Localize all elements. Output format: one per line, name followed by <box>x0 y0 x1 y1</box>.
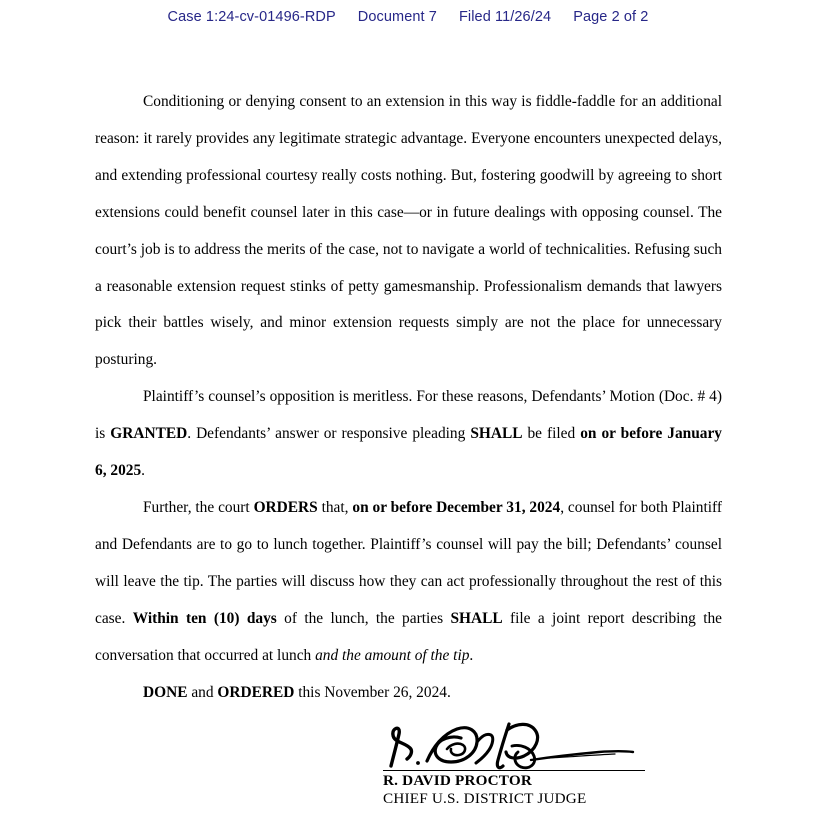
paragraph-conditioning-consent <box>95 84 722 379</box>
ecf-header-stamp <box>0 9 816 25</box>
p2-text-1: Plaintiff’s counsel’s opposition is meritless. For these reasons, Defendants’ Motion (Doc. # 4) is <box>95 388 722 443</box>
signature-block <box>383 716 683 808</box>
ordered-emphasis: ORDERED <box>217 683 295 701</box>
paragraph-1-text: Conditioning or denying consent to an extension in this way is fiddle-faddle for an additional reason: it rarely provides any legitimate strategic advantage. Everyone encounters unexpected delays, and extending professional courtesy really costs nothing. But, fostering goodwill by agreeing to short extensions could benefit counsel later in this case—or in future dealings with opposing counsel. The court’s job is to address the merits of the case, not to navigate a world of technicalities. Refusing such a reasonable extension request stinks of petty gamesmanship. Professionalism demands that lawyers pick their battles wisely, and minor extension requests simply are not the place for unnecessary posturing. <box>95 93 722 369</box>
header-document-number: Document 7 <box>357 9 437 25</box>
p3-text-3: , counsel for both Plaintiff and Defendants are to go to lunch together. Plaintiff’s counsel will pay the bill; Defendants’ counsel will leave the tip. The parties will discuss how they can act professionally throughout the rest of this case. <box>95 498 722 627</box>
p4-text-2: this November 26, 2024. <box>294 683 451 701</box>
shall-emphasis: SHALL <box>470 425 523 443</box>
p2-text-2: . Defendants’ answer or responsive pleading <box>187 425 471 443</box>
header-page-number: Page 2 of 2 <box>573 9 649 25</box>
signature-rule <box>383 770 645 771</box>
p3-text-1: Further, the court <box>143 498 254 516</box>
paragraph-lunch-order <box>95 490 722 675</box>
p2-text-4: . <box>141 462 146 480</box>
order-body <box>95 84 722 711</box>
header-filed-date: Filed 11/26/24 <box>458 9 552 25</box>
p3-text-6: . <box>469 646 474 664</box>
p3-text-2: that, <box>317 498 353 516</box>
p4-text-1: and <box>187 683 218 701</box>
within-ten-days-emphasis: Within ten (10) days <box>132 609 277 627</box>
deadline-january-emphasis: on or before January 6, 2025 <box>95 425 722 480</box>
shall-emphasis-2: SHALL <box>450 609 503 627</box>
judge-name: R. DAVID PROCTOR <box>383 772 533 789</box>
orders-emphasis: ORDERS <box>253 498 318 516</box>
judge-title: CHIEF U.S. DISTRICT JUDGE <box>383 790 587 807</box>
deadline-december-emphasis: on or before December 31, 2024 <box>352 498 561 516</box>
judge-signature-icon <box>383 716 653 770</box>
done-emphasis: DONE <box>143 683 188 701</box>
paragraph-granted-motion <box>95 379 722 490</box>
p3-text-4: of the lunch, the parties <box>276 609 451 627</box>
paragraph-done-and-ordered <box>95 675 722 712</box>
amount-of-tip-italic: and the amount of the tip <box>315 646 470 664</box>
p2-text-3: be filed <box>522 425 581 443</box>
p3-text-5: file a joint report describing the conversation that occurred at lunch <box>95 609 723 664</box>
header-case-number: Case 1:24-cv-01496-RDP <box>167 9 336 25</box>
granted-emphasis: GRANTED <box>110 425 188 443</box>
